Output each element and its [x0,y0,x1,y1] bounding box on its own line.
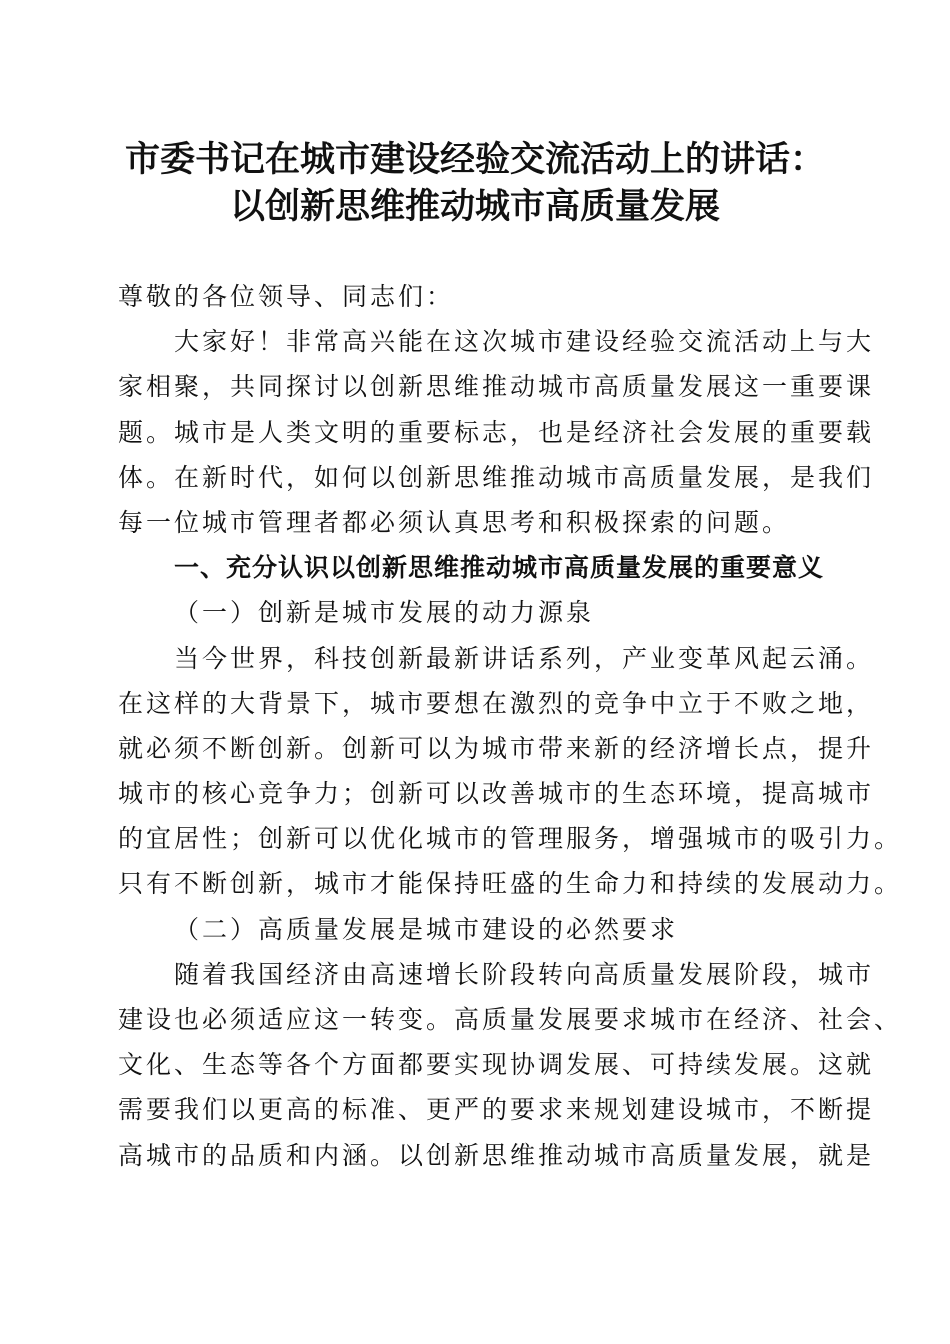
paragraph-line: 的宜居性；创新可以优化城市的管理服务，增强城市的吸引力。 [118,824,903,854]
paragraph-line: 在这样的大背景下，城市要想在激烈的竞争中立于不败之地， [118,688,875,718]
title-line-1: 市委书记在城市建设经验交流活动上的讲话： [124,140,825,180]
intro-line: 每一位城市管理者都必须认真思考和积极探索的问题。 [118,507,791,537]
paragraph-line: 当今世界，科技创新最新讲话系列，产业变革风起云涌。 [174,643,875,673]
intro-line: 体。在新时代，如何以创新思维推动城市高质量发展，是我们 [118,462,875,492]
paragraph-line: 文化、生态等各个方面都要实现协调发展、可持续发展。这就 [118,1050,875,1080]
section-heading-1: 一、充分认识以创新思维推动城市高质量发展的重要意义 [174,553,825,583]
intro-line: 大家好！非常高兴能在这次城市建设经验交流活动上与大 [174,327,875,357]
subsection-heading-2: （二）高质量发展是城市建设的必然要求 [174,914,679,944]
subsection-heading-1: （一）创新是城市发展的动力源泉 [174,598,595,628]
paragraph-line: 只有不断创新，城市才能保持旺盛的生命力和持续的发展动力。 [118,869,903,899]
paragraph-line: 建设也必须适应这一转变。高质量发展要求城市在经济、社会、 [118,1005,903,1034]
paragraph-line: 城市的核心竞争力；创新可以改善城市的生态环境，提高城市 [118,779,875,809]
paragraph-line: 随着我国经济由高速增长阶段转向高质量发展阶段，城市 [174,959,875,989]
salutation: 尊敬的各位领导、同志们： [118,282,455,311]
title-line-2: 以创新思维推动城市高质量发展 [229,187,720,227]
paragraph-line: 就必须不断创新。创新可以为城市带来新的经济增长点，提升 [118,733,875,763]
document-body [118,274,903,1178]
intro-line: 题。城市是人类文明的重要标志，也是经济社会发展的重要载 [118,417,875,447]
intro-line: 家相聚，共同探讨以创新思维推动城市高质量发展这一重要课 [118,372,875,402]
paragraph-line: 高城市的品质和内涵。以创新思维推动城市高质量发展，就是 [118,1140,875,1170]
paragraph-line: 需要我们以更高的标准、更严的要求来规划建设城市，不断提 [118,1095,875,1125]
document-title [0,137,950,231]
